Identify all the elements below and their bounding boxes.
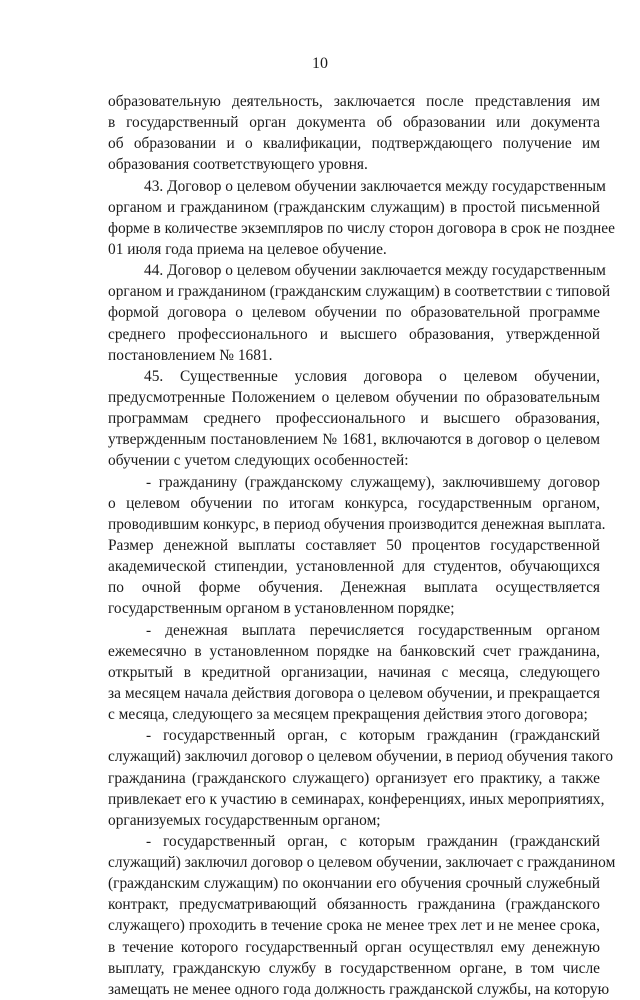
text-line: образовательную деятельность, заключается после представления им [108,93,600,110]
text-line: постановлением № 1681. [108,346,273,364]
document-body [108,91,616,1000]
text-line: 43. Договор о целевом обучении заключается между государственным [144,177,606,195]
text-line: - гражданину (гражданскому служащему), заключившему договор [146,473,600,491]
text-line: - денежная выплата перечисляется государственным органом [146,621,600,639]
text-line: за месяцем начала действия договора о целевом обучении, и прекращается [108,684,600,702]
text-line: форме в количестве экземпляров по числу сторон договора в срок не позднее [108,219,615,237]
text-line: гражданина (гражданского служащего) организует его практику, а также [108,769,600,787]
text-line: государственным органом в установленном порядке; [108,600,455,618]
text-line: служащий) заключил договор о целевом обучении, заключает с гражданином [108,854,616,872]
text-line: выплату, гражданскую службу в государственном органе, в том числе [108,959,600,977]
text-line: служащего) проходить в течение срока не менее трех лет и не менее срока, [108,917,600,935]
page-number: 10 [312,55,328,72]
text-line: образования соответствующего уровня. [108,156,368,174]
text-line: привлекает его к участию в семинарах, конференциях, иных мероприятиях, [108,790,605,808]
text-line: 44. Договор о целевом обучении заключается между государственным [144,262,606,280]
text-line: с месяца, следующего за месяцем прекращения действия этого договора; [108,706,588,724]
text-line: проводившим конкурс, в период обучения производится денежная выплата. [108,515,606,533]
text-line: (гражданским служащим) по окончании его обучения срочный служебный [108,875,600,893]
text-line: ежемесячно в установленном порядке на банковский счет гражданина, [108,642,600,660]
text-line: среднего профессионального и высшего образования, утвержденной [108,325,600,343]
text-line: органом и гражданином (гражданским служащим) в соответствии с типовой [108,283,611,301]
text-line: органом и гражданином (гражданским служащим) в простой письменной [108,198,600,216]
text-line: программам среднего профессионального и высшего образования, [108,410,600,428]
text-line: - государственный орган, с которым гражданин (гражданский [146,832,600,850]
text-line: открытый в кредитной организации, начиная с месяца, следующего [108,663,600,681]
text-line: 01 июля года приема на целевое обучение. [108,240,387,258]
text-line: организуемых государственным органом; [108,811,381,829]
text-line: замещать не менее одного года должность гражданской службы, на которую [108,980,610,998]
text-line: об образовании и о квалификации, подтверждающего получение им [108,135,600,153]
text-line: формой договора о целевом обучении по образовательной программе [108,304,600,322]
text-line: о целевом обучении по итогам конкурса, государственным органом, [108,494,600,512]
text-line: в государственный орган документа об образовании или документа [108,114,600,132]
text-line: по очной форме обучения. Денежная выплата осуществляется [108,579,600,597]
text-line: предусмотренные Положением о целевом обучении по образовательным [108,388,600,406]
text-line: утвержденным постановлением № 1681, включаются в договор о целевом [108,431,600,449]
text-line: служащий) заключил договор о целевом обучении, в период обучения такого [108,748,614,766]
text-line: контракт, предусматривающий обязанность гражданина (гражданского [108,896,600,914]
text-line: в течение которого государственный орган осуществлял ему денежную [108,938,600,956]
text-line: академической стипендии, установленной для студентов, обучающихся [108,558,600,576]
text-line: - государственный орган, с которым гражданин (гражданский [146,727,600,745]
text-line: обучении с учетом следующих особенностей: [108,452,409,470]
text-line: Размер денежной выплаты составляет 50 процентов государственной [108,536,600,554]
text-line: 45. Существенные условия договора о целевом обучении, [144,367,600,385]
